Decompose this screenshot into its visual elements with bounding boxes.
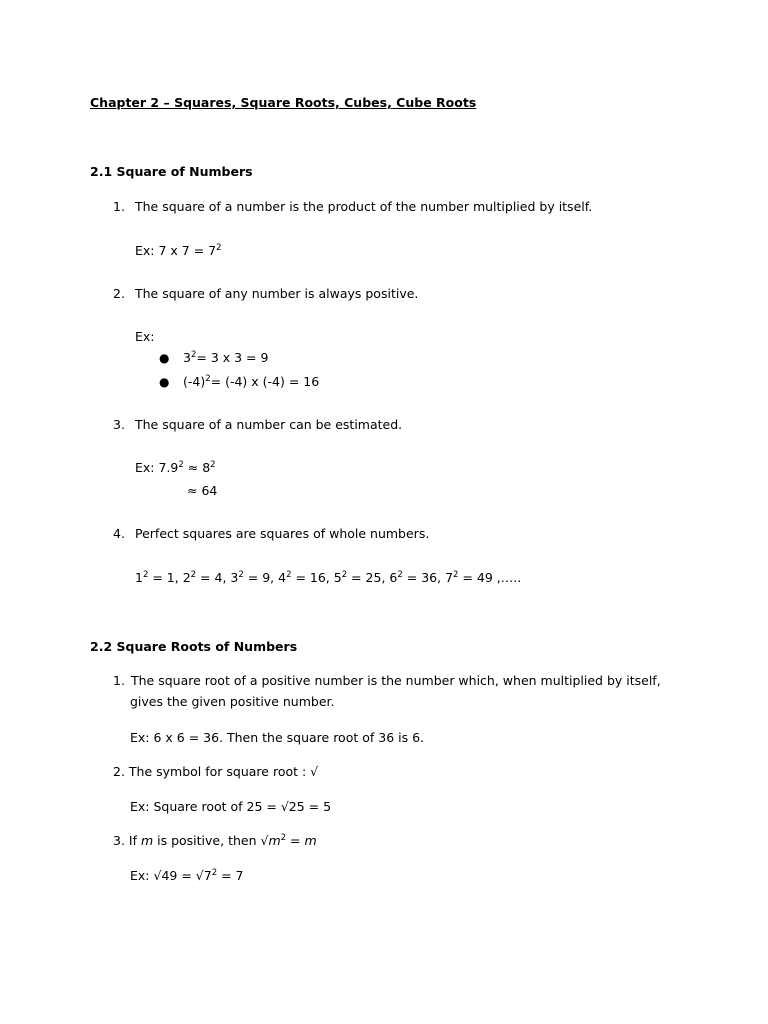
example-line <box>135 243 222 259</box>
list-item-2 <box>113 286 418 302</box>
list-item-text: The square of a number can be estimated. <box>135 417 403 432</box>
example-text: Ex: 7.9 <box>135 460 179 475</box>
variable: m <box>140 833 154 848</box>
list-item-text: 3. If <box>113 833 141 848</box>
bullet-dot-icon: ● <box>159 351 170 365</box>
example-label: Ex: <box>135 329 155 344</box>
square-base: 3 <box>230 570 239 585</box>
superscript: 2 <box>210 460 216 470</box>
list-item-text: = <box>286 833 305 848</box>
list-number: 2. <box>113 286 125 301</box>
list-item-4 <box>113 526 429 542</box>
superscript: 2 <box>238 570 244 580</box>
list-item-text: Perfect squares are squares of whole numbers. <box>135 526 430 541</box>
list-number: 3. <box>113 417 125 432</box>
list-number: 4. <box>113 526 125 541</box>
list-number: 1. <box>113 673 125 688</box>
square-base: 1 <box>135 570 143 585</box>
bullet-text: = (-4) x (-4) = 16 <box>210 374 320 389</box>
superscript: 2 <box>190 570 197 580</box>
variable: m <box>268 833 281 848</box>
superscript: 2 <box>178 460 184 470</box>
example-text: Ex: √49 = √7 <box>130 868 212 883</box>
list-item-text: is positive, then √ <box>153 833 269 848</box>
example-line <box>130 868 244 884</box>
list-number: 1. <box>113 199 125 214</box>
superscript: 2 <box>341 570 348 580</box>
list-item-3 <box>113 417 402 433</box>
chapter-title: Chapter 2 – Squares, Square Roots, Cubes, Cube Roots <box>90 95 477 110</box>
example-text: Ex: 7 x 7 = 7 <box>135 243 217 258</box>
example-continuation: ≈ 64 <box>187 483 218 498</box>
square-base: 6 <box>389 570 398 585</box>
superscript: 2 <box>142 570 149 580</box>
bullet-dot-icon: ● <box>159 375 170 389</box>
square-base: 4 <box>278 570 287 585</box>
square-result: = 25, <box>347 570 390 585</box>
perfect-squares-line <box>135 570 521 586</box>
example-line: Ex: Square root of 25 = √25 = 5 <box>130 799 332 814</box>
superscript: 2 <box>216 243 222 253</box>
square-base: 2 <box>182 570 191 585</box>
square-result: = 16, <box>291 570 334 585</box>
list-item-1 <box>113 673 661 689</box>
list-item-text: The square of any number is always positive. <box>135 286 419 301</box>
variable: m <box>304 833 317 848</box>
square-base: 5 <box>333 570 342 585</box>
superscript: 2 <box>205 374 211 384</box>
bullet-item <box>159 374 319 390</box>
square-result: = 9, <box>243 570 279 585</box>
section-heading-square-of-numbers: 2.1 Square of Numbers <box>90 164 253 179</box>
bullet-text: = 3 x 3 = 9 <box>196 350 269 365</box>
square-result: = 1, <box>148 570 183 585</box>
square-result: = 49 ,….. <box>458 570 522 585</box>
bullet-base: (-4) <box>183 374 206 389</box>
list-item-3 <box>113 833 317 849</box>
bullet-base: 3 <box>183 350 191 365</box>
square-result: = 36, <box>402 570 446 585</box>
example-text: = 7 <box>217 868 244 883</box>
superscript: 2 <box>397 570 403 580</box>
list-item-text: The square of a number is the product of the number multiplied by itself. <box>135 199 593 214</box>
bullet-item <box>159 350 268 366</box>
list-item-continuation: gives the given positive number. <box>130 694 335 709</box>
example-line: Ex: 6 x 6 = 36. Then the square root of 36 is 6. <box>130 730 425 745</box>
list-item-text: The square root of a positive number is the number which, when multiplied by itself, <box>131 673 661 688</box>
superscript: 2 <box>211 868 218 878</box>
square-result: = 4, <box>196 570 231 585</box>
superscript: 2 <box>453 570 459 580</box>
square-base: 7 <box>445 570 454 585</box>
example-text: ≈ 8 <box>183 460 211 475</box>
superscript: 2 <box>280 833 287 843</box>
superscript: 2 <box>190 350 197 360</box>
section-heading-square-roots: 2.2 Square Roots of Numbers <box>90 639 298 654</box>
list-item-2: 2. The symbol for square root : √ <box>113 764 319 779</box>
list-item-1 <box>113 199 592 215</box>
superscript: 2 <box>286 570 292 580</box>
example-line <box>135 460 216 476</box>
